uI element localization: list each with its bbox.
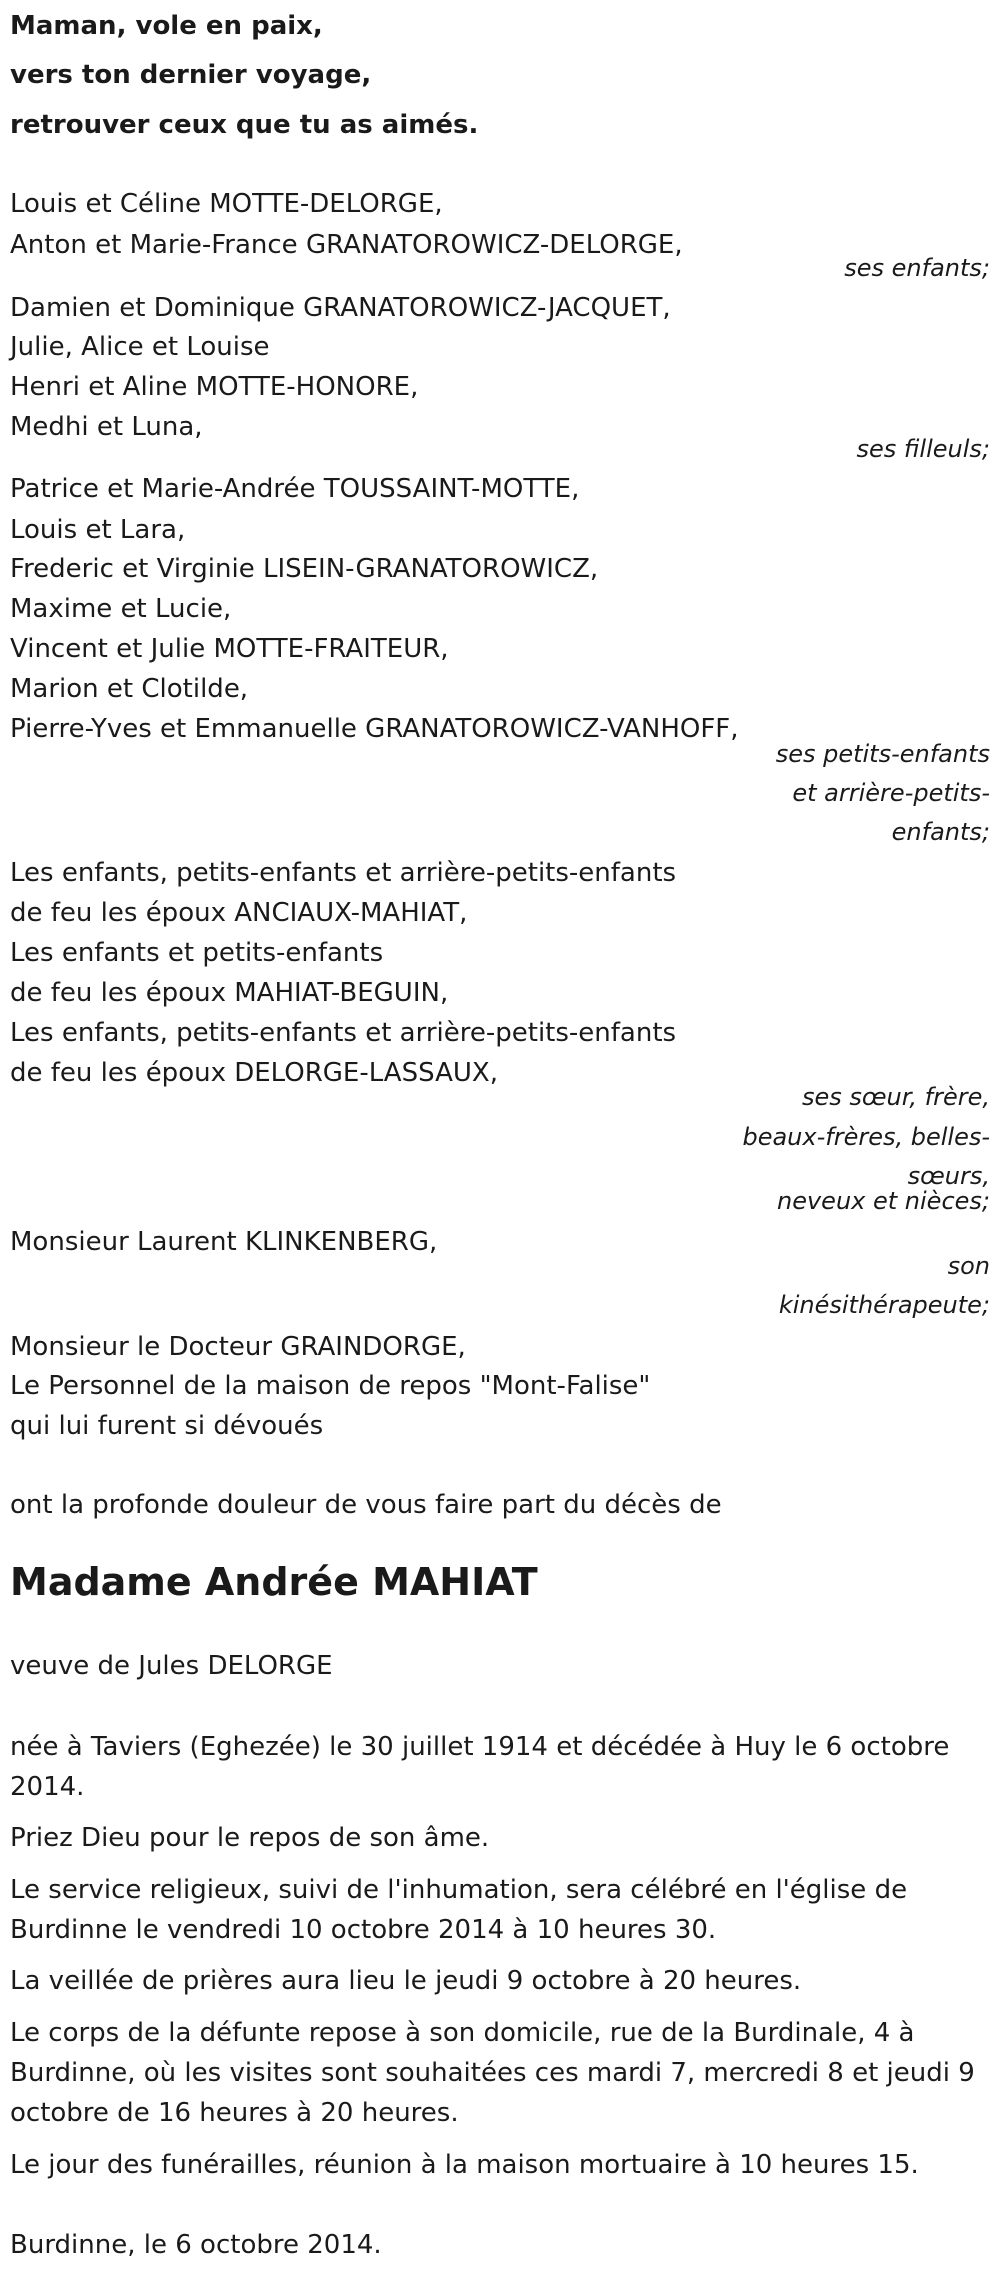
family-line: Louis et Céline MOTTE-DELORGE, xyxy=(10,189,443,219)
family-line: Patrice et Marie-Andrée TOUSSAINT-MOTTE, xyxy=(10,474,580,504)
family-line: Julie, Alice et Louise xyxy=(10,332,270,362)
repose-text: octobre de 16 heures à 20 heures. xyxy=(10,2098,459,2128)
place-date: Burdinne, le 6 octobre 2014. xyxy=(10,2230,382,2260)
header-line: vers ton dernier voyage, xyxy=(10,60,372,90)
relation-label: enfants; xyxy=(891,818,990,846)
family-line: de feu les époux DELORGE-LASSAUX, xyxy=(10,1058,498,1088)
family-line: Monsieur Laurent KLINKENBERG, xyxy=(10,1227,438,1257)
family-line: Frederic et Virginie LISEIN-GRANATOROWICZ, xyxy=(10,554,599,584)
vigil-text: La veillée de prières aura lieu le jeudi 9 octobre à 20 heures. xyxy=(10,1966,802,1996)
prayer-text: Priez Dieu pour le repos de son âme. xyxy=(10,1823,490,1853)
family-line: Les enfants, petits-enfants et arrière-petits-enfants xyxy=(10,1018,677,1048)
family-line: Monsieur le Docteur GRAINDORGE, xyxy=(10,1332,466,1362)
relation-label: ses enfants; xyxy=(844,254,990,282)
relation-label: ses filleuls; xyxy=(856,435,990,463)
relation-label: et arrière-petits- xyxy=(792,779,990,807)
family-line: qui lui furent si dévoués xyxy=(10,1411,324,1441)
family-line: de feu les époux ANCIAUX-MAHIAT, xyxy=(10,898,468,928)
relation-label: sœurs, xyxy=(907,1162,990,1190)
widow-of-text: veuve de Jules DELORGE xyxy=(10,1651,333,1681)
repose-text: Burdinne, où les visites sont souhaitées ces mardi 7, mercredi 8 et jeudi 9 xyxy=(10,2058,975,2088)
family-line: Les enfants, petits-enfants et arrière-petits-enfants xyxy=(10,858,677,888)
deceased-name: Madame Andrée MAHIAT xyxy=(10,1560,538,1604)
family-line: Damien et Dominique GRANATOROWICZ-JACQUET, xyxy=(10,293,671,323)
relation-label: neveux et nièces; xyxy=(777,1187,990,1215)
relation-label: ses petits-enfants xyxy=(775,740,990,768)
family-line: Henri et Aline MOTTE-HONORE, xyxy=(10,372,419,402)
relation-label: ses sœur, frère, xyxy=(801,1083,990,1111)
family-line: Les enfants et petits-enfants xyxy=(10,938,384,968)
repose-text: Le corps de la défunte repose à son domicile, rue de la Burdinale, 4 à xyxy=(10,2018,915,2048)
family-line: Vincent et Julie MOTTE-FRAITEUR, xyxy=(10,634,449,664)
family-line: Anton et Marie-France GRANATOROWICZ-DELORGE, xyxy=(10,230,683,260)
service-text: Burdinne le vendredi 10 octobre 2014 à 10 heures 30. xyxy=(10,1915,717,1945)
family-line: de feu les époux MAHIAT-BEGUIN, xyxy=(10,978,449,1008)
family-line: Medhi et Luna, xyxy=(10,412,203,442)
birth-death-text: 2014. xyxy=(10,1772,85,1802)
family-line: Louis et Lara, xyxy=(10,515,186,545)
relation-label: son xyxy=(947,1252,990,1280)
header-line: retrouver ceux que tu as aimés. xyxy=(10,110,479,140)
service-text: Le service religieux, suivi de l'inhumation, sera célébré en l'église de xyxy=(10,1875,908,1905)
death-notice xyxy=(10,0,990,2272)
announcement-text: ont la profonde douleur de vous faire part du décès de xyxy=(10,1490,722,1520)
birth-death-text: née à Taviers (Eghezée) le 30 juillet 1914 et décédée à Huy le 6 octobre xyxy=(10,1732,950,1762)
relation-label: kinésithérapeute; xyxy=(778,1291,990,1319)
funeral-text: Le jour des funérailles, réunion à la maison mortuaire à 10 heures 15. xyxy=(10,2150,919,2180)
family-line: Marion et Clotilde, xyxy=(10,674,249,704)
family-line: Pierre-Yves et Emmanuelle GRANATOROWICZ-VANHOFF, xyxy=(10,714,739,744)
family-line: Le Personnel de la maison de repos "Mont-Falise" xyxy=(10,1371,651,1401)
family-line: Maxime et Lucie, xyxy=(10,594,232,624)
relation-label: beaux-frères, belles- xyxy=(742,1123,990,1151)
header-line: Maman, vole en paix, xyxy=(10,11,323,41)
